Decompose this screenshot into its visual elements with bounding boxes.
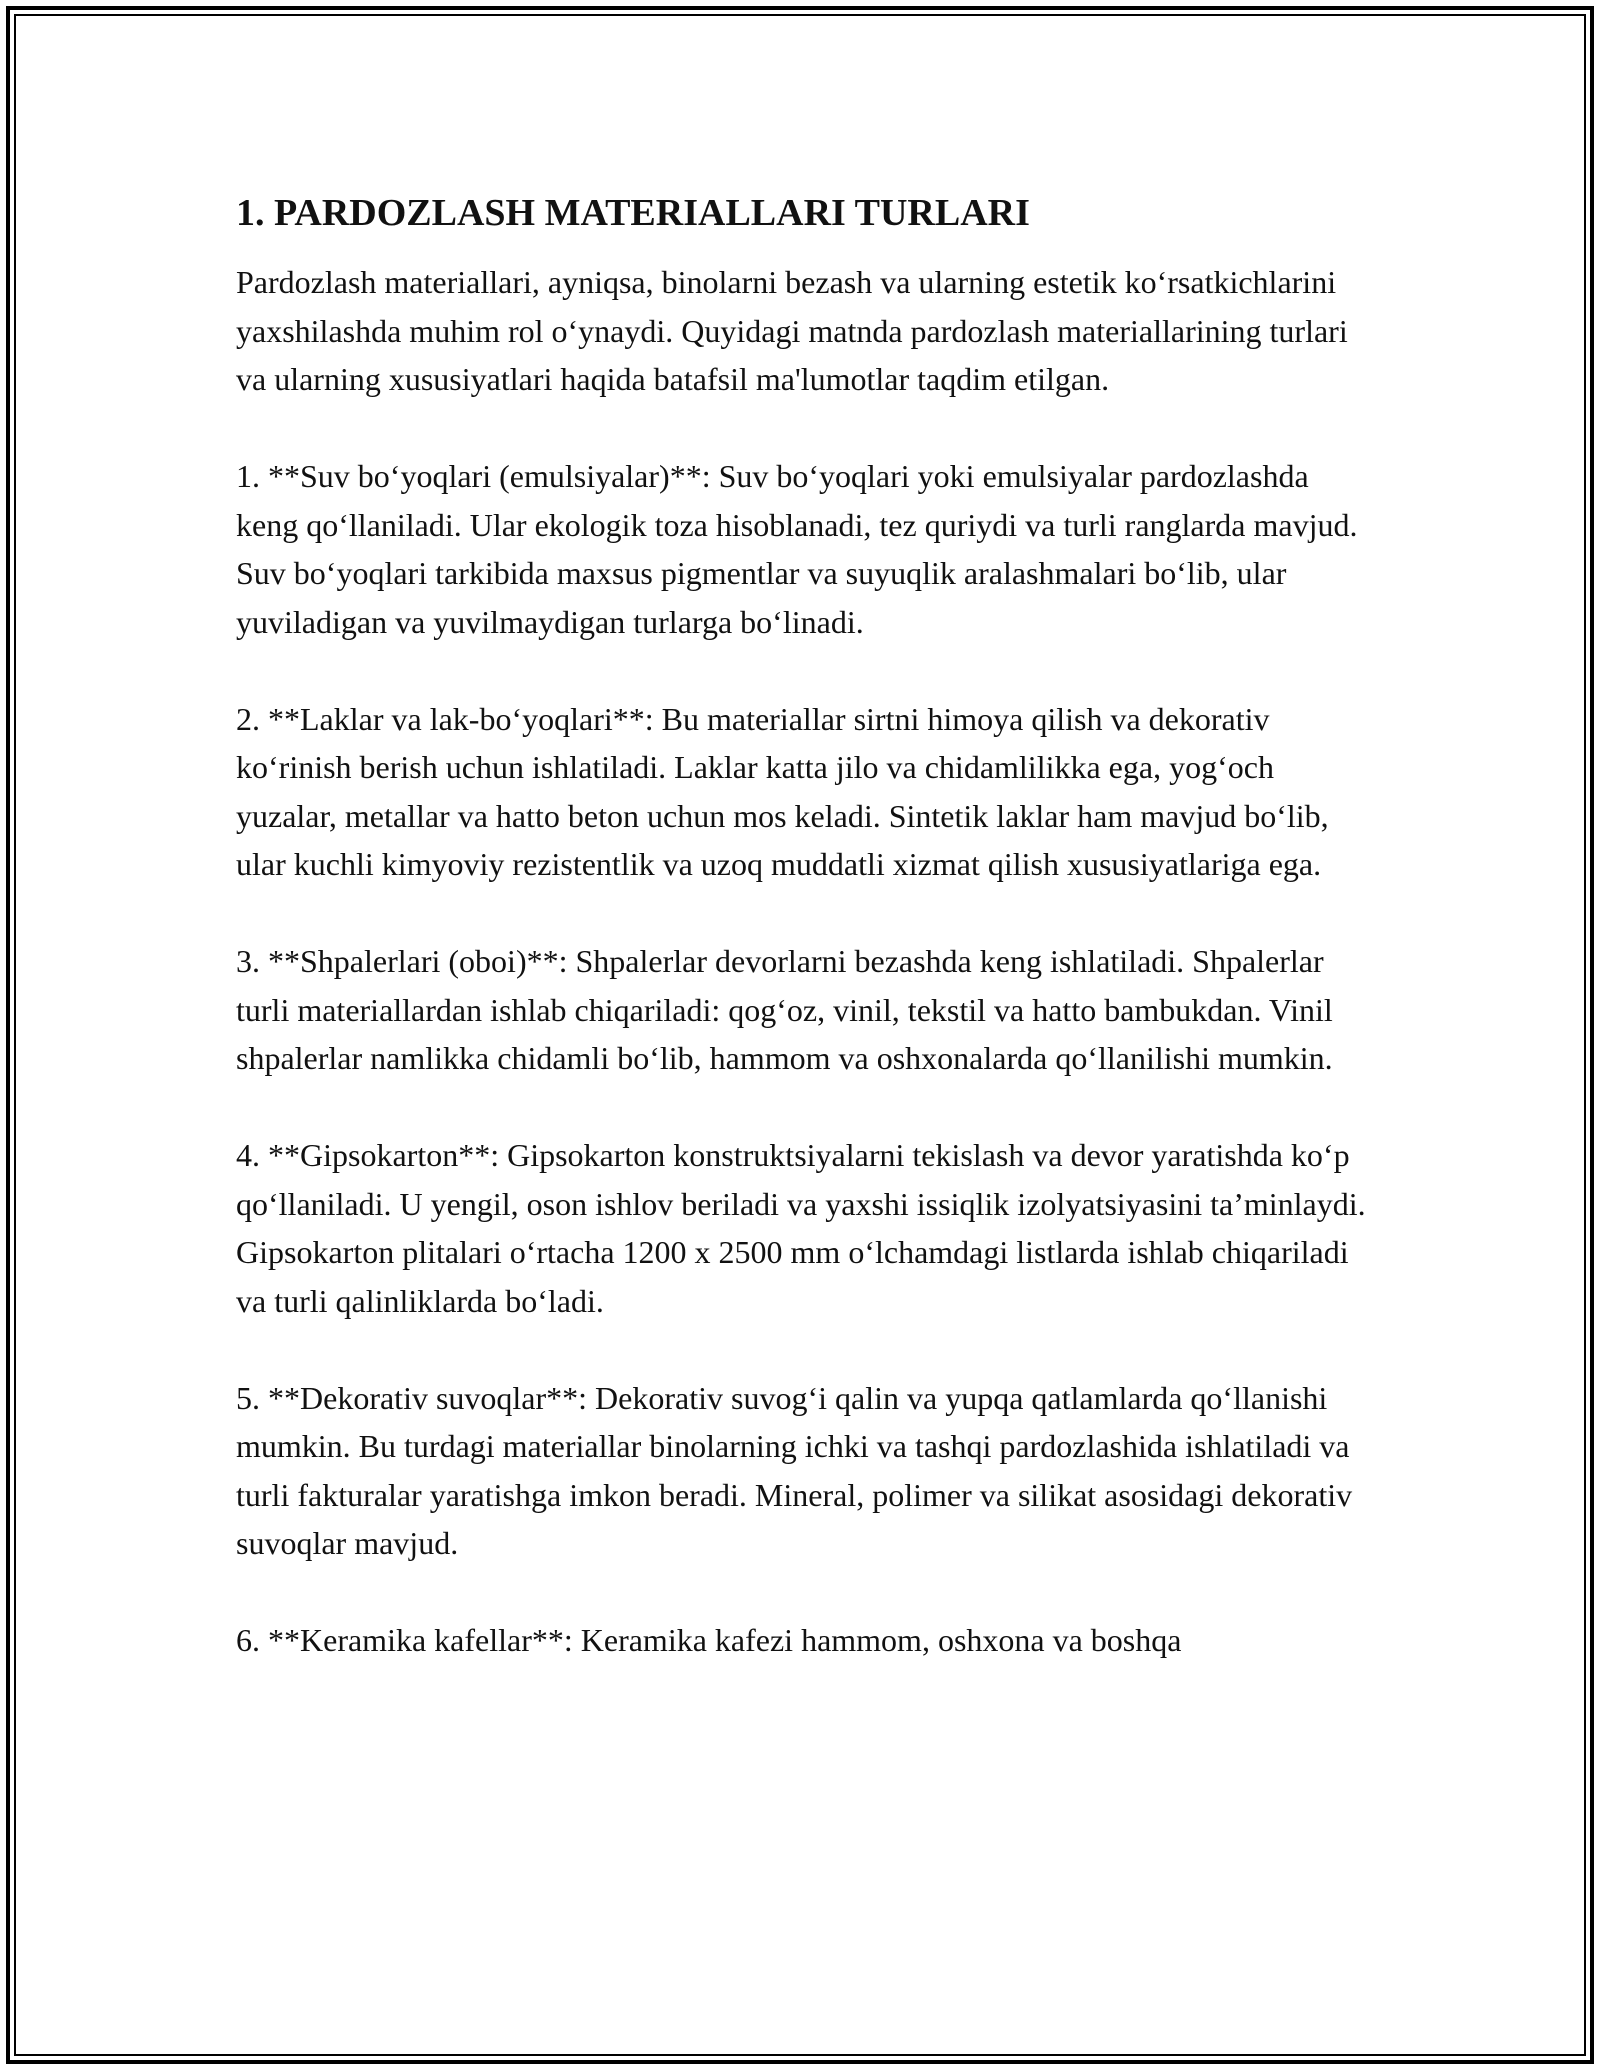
intro-paragraph: Pardozlash materiallari, ayniqsa, binolarni bezash va ularning estetik ko‘rsatkichlarini yaxshilashda muhim rol o‘ynaydi. Quyidagi matnda pardozlash materiallarining turlari va ularning xususiyatlari haqida batafsil ma'lumotlar taqdim etilgan. xyxy=(236,264,1348,397)
paragraph-gipsokarton: 4. **Gipsokarton**: Gipsokarton konstruktsiyalarni tekislash va devor yaratishda ko‘p qo‘llaniladi. U yengil, oson ishlov beriladi va yaxshi issiqlik izolyatsiyasini ta’minlaydi. Gipsokarton plitalari o‘rtacha 1200 x 2500 mm o‘lchamdagi listlarda ishlab chiqariladi va turli qalinliklarda bo‘ladi. xyxy=(236,1137,1366,1319)
document-body xyxy=(236,188,1376,1713)
paragraph-laklar: 2. **Laklar va lak-bo‘yoqlari**: Bu materiallar sirtni himoya qilish va dekorativ ko‘rinish berish uchun ishlatiladi. Laklar katta jilo va chidamlilikka ega, yog‘och yuzalar, metallar va hatto beton uchun mos keladi. Sintetik laklar ham mavjud bo‘lib, ular kuchli kimyoviy rezistentlik va uzoq muddatli xizmat qilish xususiyatlariga ega. xyxy=(236,700,1329,882)
paragraph-keramika-kafellar: 6. **Keramika kafellar**: Keramika kafezi hammom, oshxona va boshqa xyxy=(236,1622,1182,1658)
paragraph-shpalerlar: 3. **Shpalerlari (oboi)**: Shpalerlar devorlarni bezashda keng ishlatiladi. Shpalerlar turli materiallardan ishlab chiqariladi: qog‘oz, vinil, tekstil va hatto bambukdan. Vinil shpalerlar namlikka chidamli bo‘lib, hammom va oshxonalarda qo‘llanilishi mumkin. xyxy=(236,943,1333,1076)
document-title: 1. PARDOZLASH MATERIALLARI TURLARI xyxy=(236,192,1030,234)
paragraph-dekorativ-suvoqlar: 5. **Dekorativ suvoqlar**: Dekorativ suvog‘i qalin va yupqa qatlamlarda qo‘llanishi mumkin. Bu turdagi materiallar binolarning ichki va tashqi pardozlashida ishlatiladi va turli fakturalar yaratishga imkon beradi. Mineral, polimer va silikat asosidagi dekorativ suvoqlar mavjud. xyxy=(236,1379,1353,1561)
paragraph-suv-boyoqlari: 1. **Suv bo‘yoqlari (emulsiyalar)**: Suv bo‘yoqlari yoki emulsiyalar pardozlashda keng qo‘llaniladi. Ular ekologik toza hisoblanadi, tez quriydi va turli ranglarda mavjud. Suv bo‘yoqlari tarkibida maxsus pigmentlar va suyuqlik aralashmalari bo‘lib, ular yuviladigan va yuvilmaydigan turlarga bo‘linadi. xyxy=(236,458,1358,640)
